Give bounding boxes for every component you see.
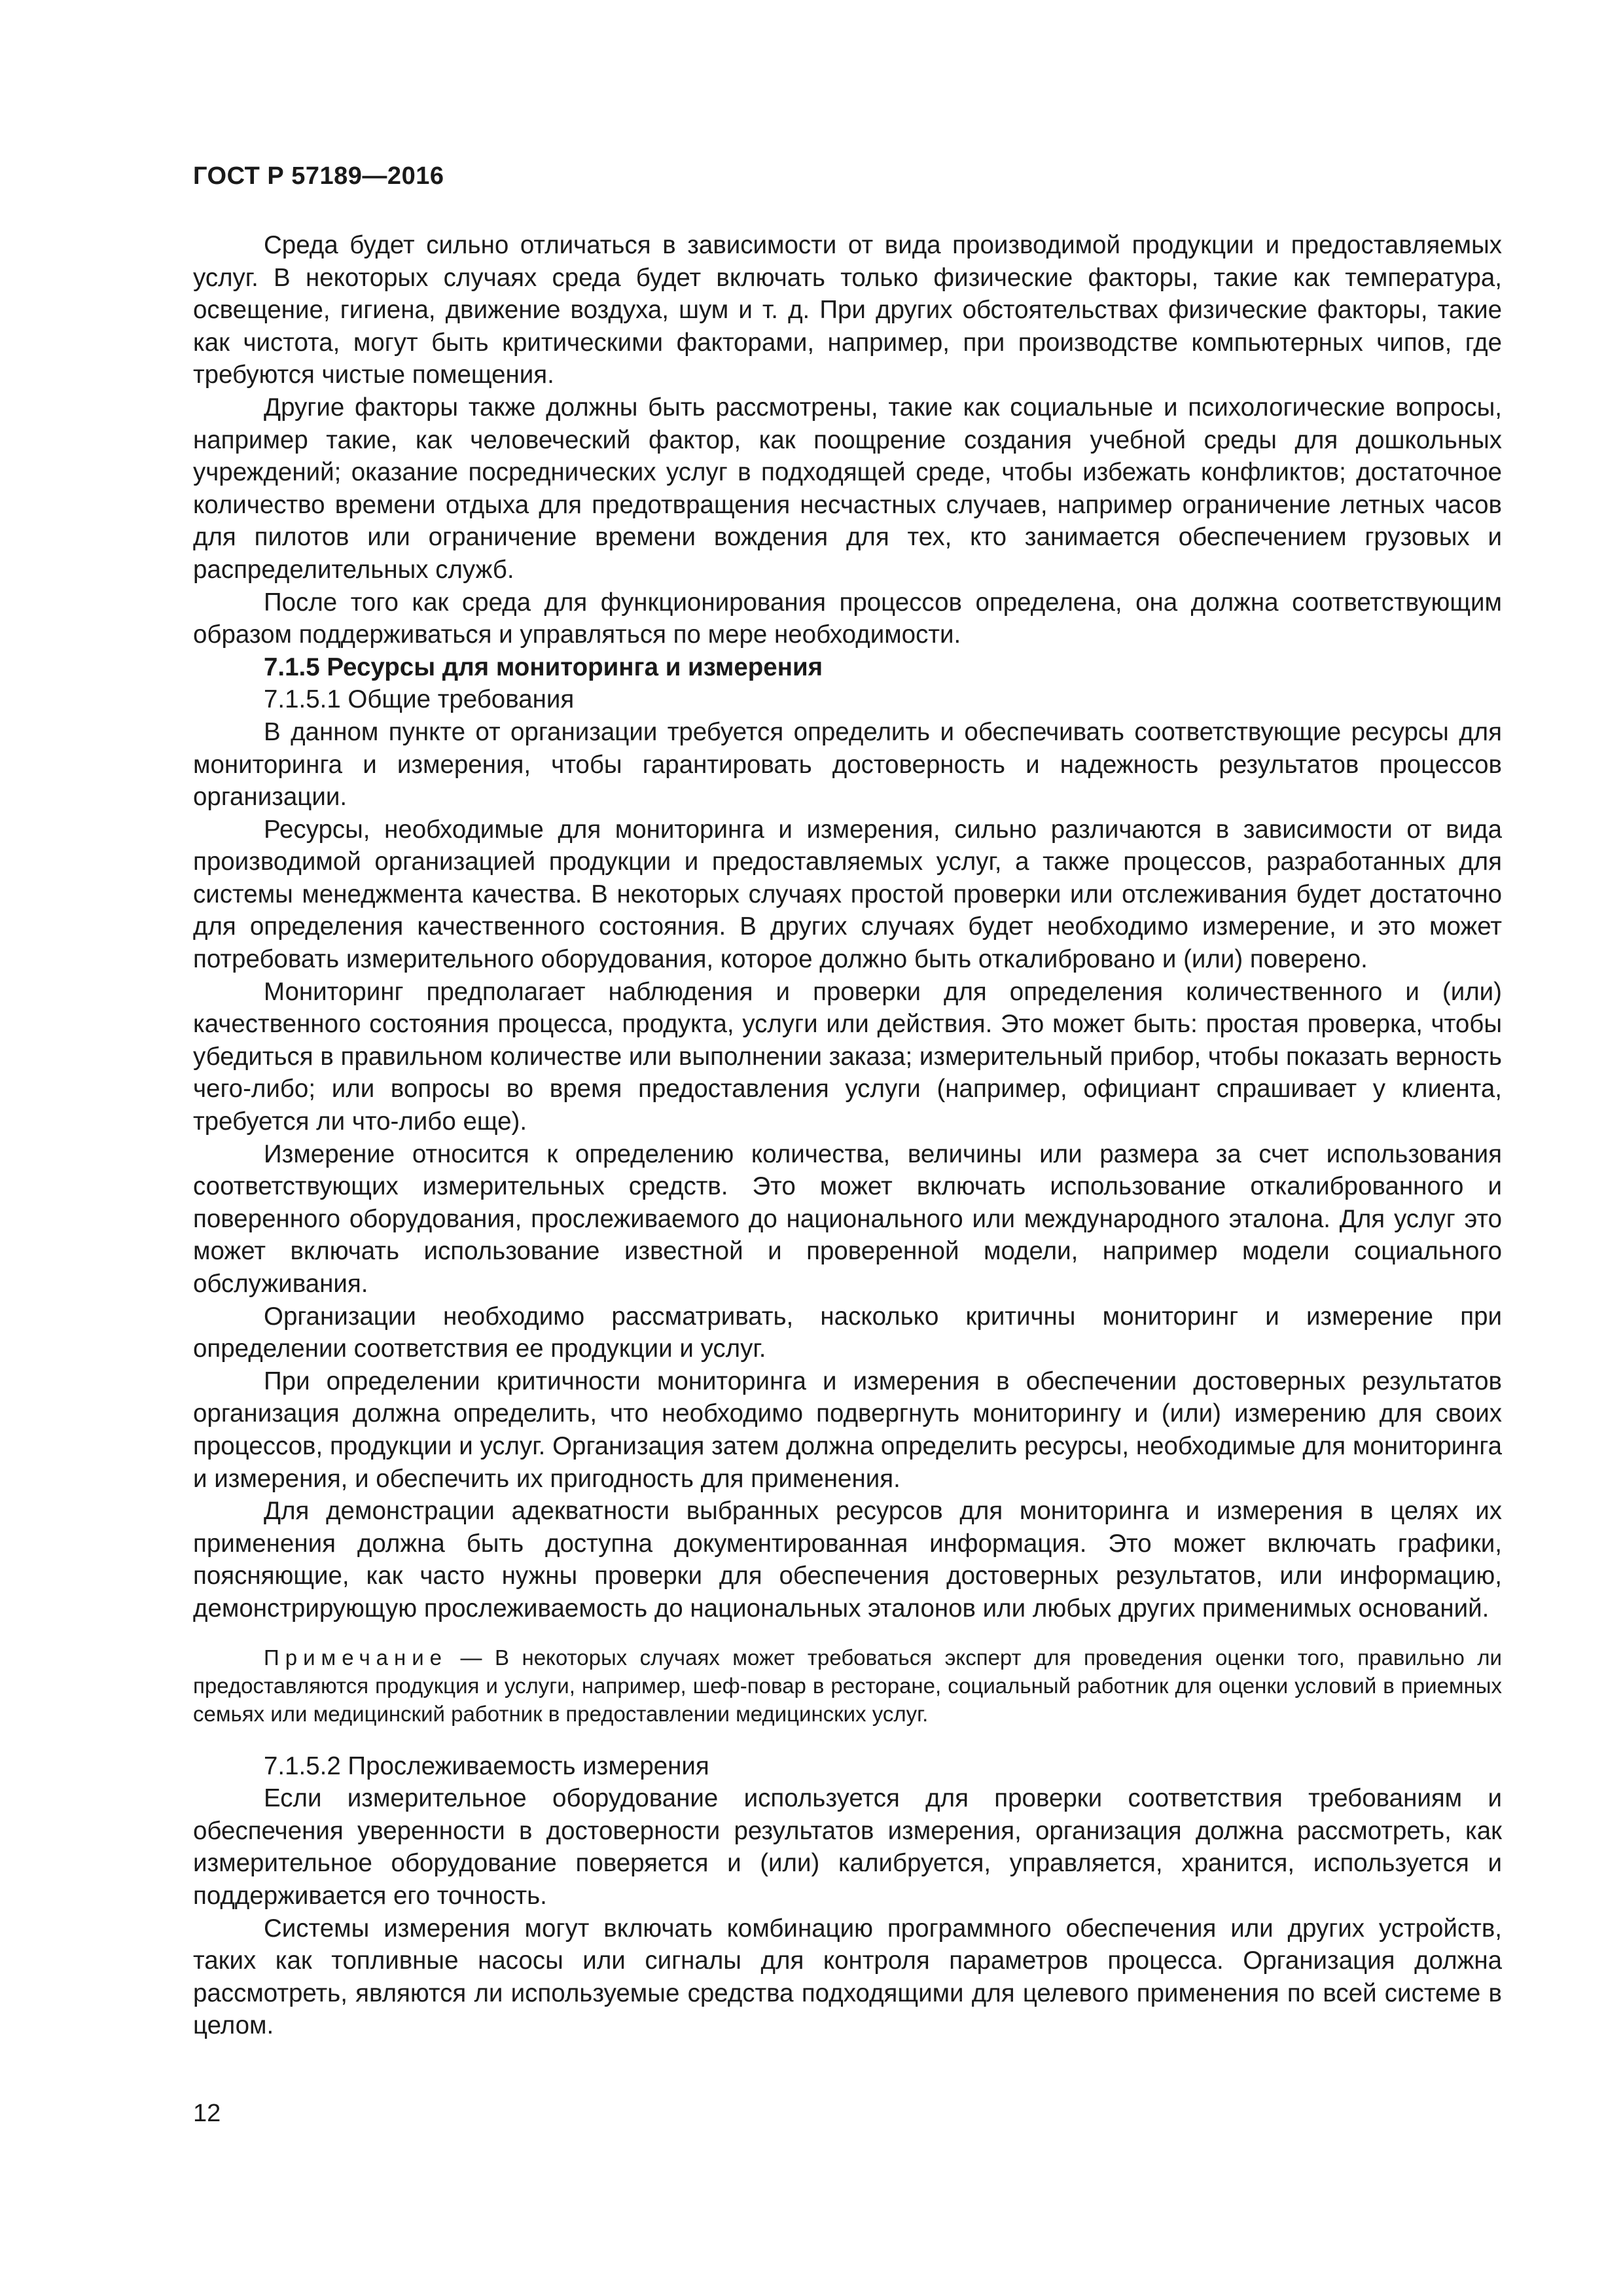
page-number: 12 — [193, 2100, 221, 2127]
paragraph-documented-information: Для демонстрации адекватности выбранных ресурсов для мониторинга и измерения в целях их применения должна быть доступна документированная информация. Это может включать графики, поясняющие, как часто нужны проверки для обеспечения достоверных результатов, или информацию, демонстрирующую прослеживаемость до национальных эталонов или любых других применимых оснований. — [193, 1497, 1502, 1623]
subsection-heading-7-1-5-2: 7.1.5.2 Прослеживаемость измерения — [264, 1751, 709, 1780]
paragraph-requirement: В данном пункте от организации требуется определить и обеспечивать соответствующие ресурсы для мониторинга и измерения, чтобы гарантировать достоверность и надежность результатов процессов организации. — [193, 717, 1502, 812]
document-header: ГОСТ Р 57189—2016 — [193, 162, 444, 190]
paragraph-criticality: Организации необходимо рассматривать, насколько критичны мониторинг и измерение при определении соответствия ее продукции и услуг. — [193, 1302, 1502, 1363]
paragraph-environment-variation: Среда будет сильно отличаться в зависимости от вида производимой продукции и предоставляемых услуг. В некоторых случаях среда будет включать только физические факторы, такие как температура, освещение, гигиена, движение воздуха, шум и т. д. При других обстоятельствах физические факторы, такие как чистота, могут быть критическими факторами, например, при производстве компьютерных чипов, где требуются чистые помещения. — [193, 231, 1502, 389]
paragraph-social-factors: Другие факторы также должны быть рассмотрены, такие как социальные и психологические вопросы, например такие, как человеческий фактор, как поощрение создания учебной среды для дошкольных учреждений; оказание посреднических услуг в подходящей среде, чтобы избежать конфликтов; достаточное количество времени отдыха для предотвращения несчастных случаев, например ограничение летных часов для пилотов или ограничение времени вождения для тех, кто занимается обеспечением грузовых и распределительных служб. — [193, 393, 1502, 584]
section-heading-7-1-5: 7.1.5 Ресурсы для мониторинга и измерения — [264, 653, 823, 681]
document-body — [193, 229, 1502, 2042]
paragraph-measurement-definition: Измерение относится к определению количества, величины или размера за счет использования соответствующих измерительных средств. Это может включать использование откалиброванного и поверенного оборудования, прослеживаемого до национального или международного эталона. Для услуг это может включать использование известной и проверенной модели, например модели социального обслуживания. — [193, 1139, 1502, 1298]
paragraph-determining-criticality: При определении критичности мониторинга и измерения в обеспечении достоверных результатов организация должна определить, что необходимо подвергнуть мониторингу и (или) измерению для своих процессов, продукции и услуг. Организация затем должна определить ресурсы, необходимые для мониторинга и измерения, и обеспечить их пригодность для применения. — [193, 1367, 1502, 1493]
paragraph-environment-maintenance: После того как среда для функционирования процессов определена, она должна соответствующим образом поддерживаться и управляться по мере необходимости. — [193, 588, 1502, 649]
paragraph-measurement-traceability: Если измерительное оборудование используется для проверки соответствия требованиям и обеспечения уверенности в достоверности результатов измерения, организация должна рассмотреть, как измерительное оборудование поверяется и (или) калибруется, управляется, хранится, используется и поддерживается его точность. — [193, 1784, 1502, 1910]
note — [193, 1643, 1502, 1728]
paragraph-resources-vary: Ресурсы, необходимые для мониторинга и измерения, сильно различаются в зависимости от вида производимой организацией продукции и предоставляемых услуг, а также процессов, разработанных для системы менеджмента качества. В некоторых случаях простой проверки или отслеживания будет достаточно для определения качественного состояния. В других случаях будет необходимо измерение, и это может потребовать измерительного оборудования, которое должно быть откалибровано и (или) поверено. — [193, 815, 1502, 974]
note-text: — В некоторых случаях может требоваться эксперт для проведения оценки того, правильно ли предоставляются продукция и услуги, например, шеф-повар в ресторане, социальный работник для оценки условий в приемных семьях или медицинский работник в предоставлении медицинских услуг. — [193, 1645, 1502, 1726]
note-label: Примечание — [264, 1645, 448, 1670]
paragraph-measurement-systems: Системы измерения могут включать комбинацию программного обеспечения или других устройств, таких как топливные насосы или сигналы для контроля параметров процесса. Организация должна рассмотреть, являются ли используемые средства подходящими для целевого применения по всей системе в целом. — [193, 1914, 1502, 2040]
paragraph-monitoring-definition: Мониторинг предполагает наблюдения и проверки для определения количественного и (или) качественного состояния процесса, продукта, услуги или действия. Это может быть: простая проверка, чтобы убедиться в правильном количестве или выполнении заказа; измерительный прибор, чтобы показать верность чего-либо; или вопросы во время предоставления услуги (например, официант спрашивает у клиента, требуется ли что-либо еще). — [193, 977, 1502, 1136]
subsection-heading-7-1-5-1: 7.1.5.1 Общие требования — [264, 685, 575, 714]
